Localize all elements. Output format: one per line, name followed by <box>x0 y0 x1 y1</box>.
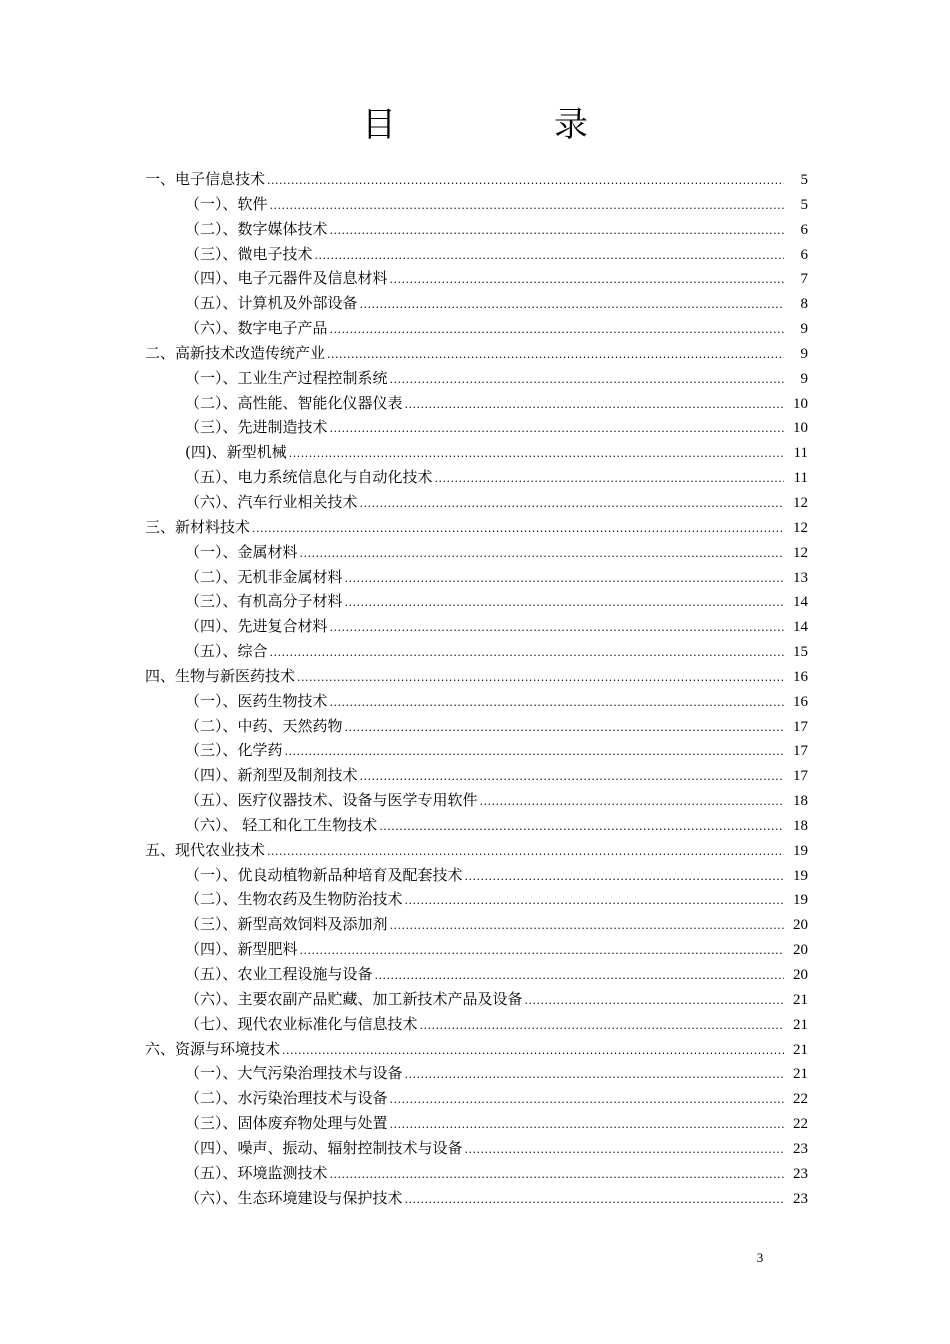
toc-entry-label: （五）、农业工程设施与设备 <box>185 965 373 983</box>
toc-subsection-entry[interactable] <box>145 291 808 316</box>
toc-subsection-entry[interactable] <box>145 614 808 639</box>
toc-dot-leader <box>390 1113 784 1138</box>
toc-subsection-entry[interactable] <box>145 937 808 962</box>
page-title: 目 录 <box>362 105 650 145</box>
toc-dot-leader <box>270 194 784 219</box>
toc-subsection-entry[interactable] <box>145 863 808 888</box>
toc-section-entry[interactable] <box>145 1037 808 1062</box>
toc-entry-label: 五、现代农业技术 <box>145 840 266 859</box>
toc-entry-label: （五）、计算机及外部设备 <box>185 294 358 313</box>
toc-entry-label: （四）、新剂型及制剂技术 <box>185 766 358 785</box>
toc-dot-leader <box>375 964 784 989</box>
toc-entry-page: 8 <box>800 296 808 313</box>
toc-entry-label: 一、电子信息技术 <box>145 170 266 188</box>
toc-entry-label: （三）、先进制造技术 <box>185 418 328 437</box>
toc-subsection-entry[interactable] <box>145 987 808 1012</box>
toc-entry-page: 12 <box>793 519 808 536</box>
toc-entry-page: 10 <box>793 395 808 412</box>
toc-entry-page: 5 <box>800 196 808 213</box>
toc-dot-leader <box>465 865 784 890</box>
toc-subsection-entry[interactable] <box>145 440 808 465</box>
toc-subsection-entry[interactable] <box>145 1136 808 1161</box>
toc-entry-label: （二）、中药、天然药物 <box>185 716 343 735</box>
toc-subsection-entry[interactable] <box>145 912 808 937</box>
toc-section-entry[interactable] <box>145 341 808 366</box>
toc-entry-label: 四、生物与新医药技术 <box>145 666 296 685</box>
toc-entry-page: 6 <box>800 221 808 238</box>
toc-entry-label: （五）、电力系统信息化与自动化技术 <box>185 468 433 487</box>
toc-subsection-entry[interactable] <box>145 1111 808 1136</box>
toc-dot-leader <box>330 318 784 343</box>
toc-dot-leader <box>345 567 784 592</box>
toc-subsection-entry[interactable] <box>145 639 808 664</box>
toc-entry-page: 18 <box>793 817 808 834</box>
toc-entry-page: 16 <box>793 693 808 710</box>
toc-entry-label: （三）、新型高效饲料及添加剂 <box>185 915 388 934</box>
toc-entry-page: 21 <box>793 1041 808 1058</box>
toc-entry-page: 16 <box>793 668 808 685</box>
toc-subsection-entry[interactable] <box>145 540 808 565</box>
toc-subsection-entry[interactable] <box>145 763 808 788</box>
toc-entry-label: （三）、化学药 <box>185 741 283 760</box>
toc-entry-page: 17 <box>793 743 808 760</box>
toc-dot-leader <box>270 641 784 666</box>
toc-subsection-entry[interactable] <box>145 813 808 838</box>
toc-dot-leader <box>327 343 784 368</box>
toc-subsection-entry[interactable] <box>145 1161 808 1186</box>
toc-dot-leader <box>405 1063 784 1088</box>
toc-dot-leader <box>405 889 784 914</box>
toc-entry-label: （二）、水污染治理技术与设备 <box>185 1089 388 1108</box>
toc-subsection-entry[interactable] <box>145 714 808 739</box>
toc-dot-leader <box>390 368 784 393</box>
toc-entry-page: 6 <box>800 246 808 263</box>
toc-dot-leader <box>525 989 784 1014</box>
toc-entry-label: （二）、高性能、智能化仪器仪表 <box>185 393 403 412</box>
toc-section-entry[interactable] <box>145 167 808 192</box>
toc-entry-label: 三、新材料技术 <box>145 517 251 536</box>
toc-entry-page: 19 <box>793 842 808 859</box>
toc-subsection-entry[interactable] <box>145 217 808 242</box>
toc-entry-page: 14 <box>793 619 808 636</box>
toc-entry-label: （三）、固体废弃物处理与处置 <box>185 1114 388 1133</box>
toc-subsection-entry[interactable] <box>145 366 808 391</box>
toc-entry-page: 18 <box>793 793 808 810</box>
toc-dot-leader <box>300 542 784 567</box>
toc-entry-label: （六）、主要农副产品贮藏、加工新技术产品及设备 <box>185 989 523 1008</box>
toc-dot-leader <box>405 1188 784 1213</box>
toc-subsection-entry[interactable] <box>145 1086 808 1111</box>
toc-dot-leader <box>390 914 784 939</box>
toc-subsection-entry[interactable] <box>145 316 808 341</box>
toc-entry-label: （五）、环境监测技术 <box>185 1163 328 1182</box>
toc-entry-label: （一）、优良动植物新品种培育及配套技术 <box>185 865 463 884</box>
toc-subsection-entry[interactable] <box>145 962 808 987</box>
toc-entry-page: 20 <box>793 942 808 959</box>
toc-entry-page: 11 <box>793 470 808 487</box>
toc-dot-leader <box>330 1163 784 1188</box>
toc-entry-label: （一）、金属材料 <box>185 542 298 561</box>
toc-entry-page: 7 <box>800 271 808 288</box>
toc-dot-leader <box>379 815 784 840</box>
toc-entry-label: （五）、医疗仪器技术、设备与医学专用软件 <box>185 791 478 810</box>
toc-dot-leader <box>390 268 784 293</box>
toc-dot-leader <box>360 492 784 517</box>
toc-entry-label: （二）、生物农药及生物防治技术 <box>185 890 403 909</box>
toc-dot-leader <box>345 716 784 741</box>
toc-entry-page: 21 <box>793 1066 808 1083</box>
toc-entry-page: 10 <box>793 420 808 437</box>
toc-entry-page: 15 <box>793 644 808 661</box>
toc-section-entry[interactable] <box>145 838 808 863</box>
toc-subsection-entry[interactable] <box>145 788 808 813</box>
toc-entry-page: 9 <box>800 321 808 338</box>
toc-subsection-entry[interactable] <box>145 192 808 217</box>
toc-entry-page: 5 <box>800 172 808 188</box>
toc-subsection-entry[interactable] <box>145 689 808 714</box>
toc-entry-label: （一）、医药生物技术 <box>185 691 328 710</box>
toc-entry-page: 12 <box>793 494 808 511</box>
toc-dot-leader <box>330 616 784 641</box>
toc-entry-page: 19 <box>793 892 808 909</box>
toc-entry-label: （四）、新型肥料 <box>185 940 298 959</box>
toc-section-entry[interactable] <box>145 664 808 689</box>
toc-entry-page: 11 <box>793 445 808 462</box>
toc-dot-leader <box>252 517 784 542</box>
toc-entry-page: 23 <box>793 1140 808 1157</box>
toc-entry-label: （五）、综合 <box>185 642 268 661</box>
toc-entry-label: （四）、先进复合材料 <box>185 617 328 636</box>
toc-dot-leader <box>360 293 784 318</box>
toc-entry-page: 23 <box>793 1165 808 1182</box>
toc-dot-leader <box>420 1014 784 1039</box>
toc-dot-leader <box>360 765 784 790</box>
toc-entry-label: （二）、无机非金属材料 <box>185 567 343 586</box>
toc-section-entry[interactable] <box>145 515 808 540</box>
toc-entry-page: 9 <box>800 345 808 362</box>
page-number: 3 <box>756 1250 764 1265</box>
toc-entry-label: （六）、 轻工和化工生物技术 <box>185 815 378 834</box>
toc-entry-page: 23 <box>793 1190 808 1207</box>
toc-dot-leader <box>285 740 784 765</box>
toc-subsection-entry[interactable] <box>145 887 808 912</box>
toc-entry-page: 17 <box>793 768 808 785</box>
toc-entry-label: （一）、软件 <box>185 194 268 213</box>
toc-subsection-entry[interactable] <box>145 1012 808 1037</box>
toc-subsection-entry[interactable] <box>145 391 808 416</box>
toc-subsection-entry[interactable] <box>145 415 808 440</box>
toc-entry-label: （七）、现代农业标准化与信息技术 <box>185 1014 418 1033</box>
toc-entry-label: (四)、新型机械 <box>185 443 287 462</box>
toc-dot-leader <box>435 467 784 492</box>
toc-entry-label: （六）、生态环境建设与保护技术 <box>185 1188 403 1207</box>
toc-entry-label: （四）、电子元器件及信息材料 <box>185 269 388 288</box>
toc-entry-page: 22 <box>793 1116 808 1133</box>
toc-entry-label: 二、高新技术改造传统产业 <box>145 343 326 362</box>
toc-entry-label: （三）、有机高分子材料 <box>185 592 343 611</box>
toc-entry-label: （六）、汽车行业相关技术 <box>185 492 358 511</box>
toc-subsection-entry[interactable] <box>145 242 808 267</box>
toc-entry-page: 17 <box>793 718 808 735</box>
toc-entry-label: （三）、微电子技术 <box>185 244 313 263</box>
toc-subsection-entry[interactable] <box>145 490 808 515</box>
toc-dot-leader <box>480 790 784 815</box>
toc-subsection-entry[interactable] <box>145 465 808 490</box>
toc-entry-page: 12 <box>793 544 808 561</box>
toc-dot-leader <box>330 417 784 442</box>
toc-entry-label: （二）、数字媒体技术 <box>185 219 328 238</box>
toc-entry-page: 13 <box>793 569 808 586</box>
toc-dot-leader <box>267 840 784 865</box>
toc-entry-page: 22 <box>793 1091 808 1108</box>
toc-entry-page: 20 <box>793 967 808 983</box>
toc-dot-leader <box>300 939 784 964</box>
toc-dot-leader <box>289 442 784 467</box>
toc-subsection-entry[interactable] <box>145 589 808 614</box>
toc-dot-leader <box>465 1138 784 1163</box>
toc-subsection-entry[interactable] <box>145 1061 808 1086</box>
toc-entry-label: （四）、噪声、振动、辐射控制技术与设备 <box>185 1138 463 1157</box>
toc-dot-leader <box>315 244 784 269</box>
toc-dot-leader <box>282 1039 784 1064</box>
toc-dot-leader <box>390 1088 784 1113</box>
table-of-contents <box>145 167 808 1210</box>
toc-entry-page: 14 <box>793 594 808 611</box>
toc-entry-label: （一）、工业生产过程控制系统 <box>185 368 388 387</box>
toc-dot-leader <box>297 666 784 691</box>
toc-dot-leader <box>405 393 784 418</box>
toc-entry-label: （一）、大气污染治理技术与设备 <box>185 1064 403 1083</box>
toc-subsection-entry[interactable] <box>145 1186 808 1211</box>
toc-subsection-entry[interactable] <box>145 738 808 763</box>
toc-subsection-entry[interactable] <box>145 266 808 291</box>
toc-subsection-entry[interactable] <box>145 565 808 590</box>
toc-entry-label: （六）、数字电子产品 <box>185 319 328 338</box>
toc-entry-label: 六、资源与环境技术 <box>145 1039 281 1058</box>
toc-entry-page: 21 <box>793 991 808 1008</box>
toc-entry-page: 21 <box>793 1016 808 1033</box>
toc-dot-leader <box>345 591 784 616</box>
toc-dot-leader <box>267 169 784 194</box>
toc-entry-page: 19 <box>793 867 808 884</box>
toc-dot-leader <box>330 691 784 716</box>
toc-dot-leader <box>330 219 784 244</box>
toc-entry-page: 9 <box>800 370 808 387</box>
toc-entry-page: 20 <box>793 917 808 934</box>
